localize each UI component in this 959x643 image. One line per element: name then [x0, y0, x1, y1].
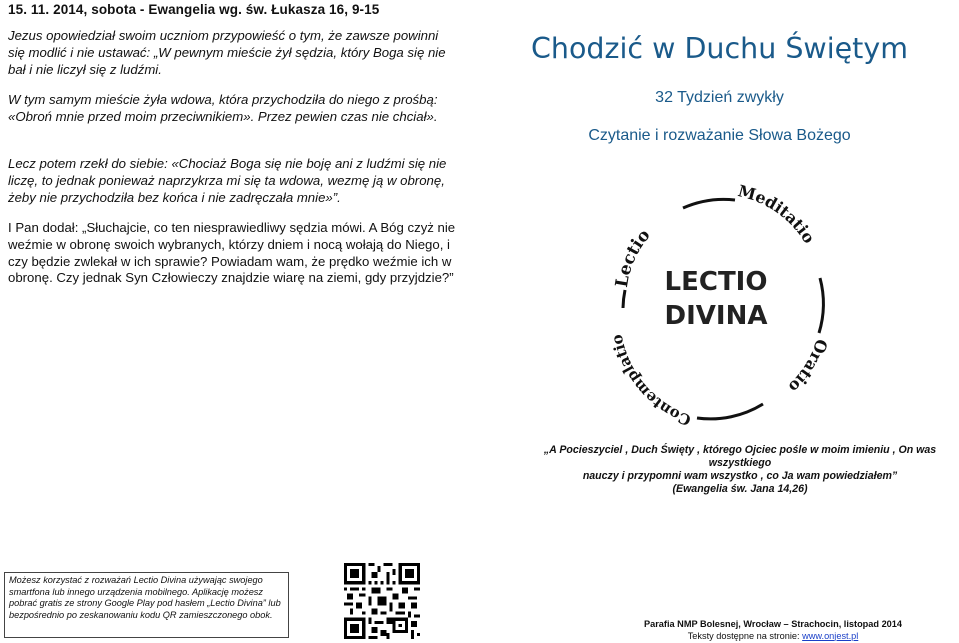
reading-header: 15. 11. 2014, sobota - Ewangelia wg. św. Łukasza 16, 9-15 [8, 2, 380, 17]
week-subtitle: 32 Tydzień zwykły [655, 89, 784, 106]
paragraph-1: Jezus opowiedział swoim uczniom przypowieść o tym, że zawsze powinni się modlić i nie ustawać: „W pewnym mieście żył sędzia, który Boga się nie bał i nie liczył się z ludźmi. [8, 28, 446, 77]
info-line-1: Możesz korzystać z rozważań Lectio Divina używając swojego [9, 575, 263, 585]
logo-circle-arc [697, 404, 763, 419]
svg-text:Lectio [612, 226, 654, 289]
info-line-3: pobrać gratis ze strony Google Play pod hasłem „Lectio Divina” lub [9, 598, 281, 609]
logo-word-meditatio: Meditatio [735, 181, 819, 247]
logo-center-line1: LECTIO [664, 267, 768, 297]
info-line-2: smartfona lub innego urządzenia mobilnego. Aplikację możesz [9, 586, 263, 597]
quote-line-2: nauczy i przypomni wam wszystko , co Ja wam powiedziałem” [582, 470, 898, 482]
logo-circle-arc [819, 278, 823, 333]
logo-word-contemplatio: Contemplatio [607, 332, 694, 428]
logo-center-line2: DIVINA [664, 301, 768, 331]
paragraph-3: Lecz potem rzekł do siebie: «Chociaż Boga się nie boję ani z ludźmi się nie liczę, to jednak ponieważ naprzykrza mi się ta wdowa, wezmę ją w obronę, żeby nie przychodziła bez końca i nie zadręczała mnie»”. [8, 156, 447, 205]
gospel-quote [520, 444, 959, 496]
texts-label: Teksty dostępne na stronie: [687, 630, 800, 641]
paragraph-2: W tym samym mieście żyła wdowa, która przychodziła do niego z prośbą: «Obroń mnie przed moim przeciwnikiem». Przez pewien czas nie chciał». [8, 92, 438, 124]
page-title: Chodzić w Duchu Świętym [531, 32, 908, 65]
svg-text:Meditatio [736, 181, 819, 247]
logo-word-lectio: Lectio [612, 225, 655, 289]
parish-name: Parafia NMP Bolesnej, Wrocław – Strachocin, listopad 2014 [643, 619, 903, 629]
left-column [8, 0, 458, 286]
logo-word-oratio: Oratio [784, 336, 832, 397]
paragraph-4: I Pan dodał: „Słuchajcie, co ten niesprawiedliwy sędzia mówi. A Bóg czyż nie weźmie w obronę swoich wybranych, którzy dniem i nocą wołają do Niego, i czy będzie zwlekał w ich sprawie? Powiadam wam, że prędko weźmie ich w obronę. Czy jednak Syn Człowieczy znajdzie wiarę na ziemi, gdy przyjdzie?” [8, 220, 456, 286]
reading-subtitle: Czytanie i rozważanie Słowa Bożego [588, 127, 851, 144]
logo-circle-arc [683, 199, 735, 208]
quote-citation: (Ewangelia św. Jana 14,26) [672, 483, 808, 495]
app-info-box [4, 572, 289, 638]
texts-available [618, 631, 928, 643]
info-line-4: bezpośrednio po zeskanowaniu kodu QR zamieszczonego obok. [9, 609, 273, 620]
quote-line-1: „A Pocieszyciel , Duch Święty , którego Ojciec pośle w moim imieniu , On was wszystkiego [543, 444, 937, 469]
svg-text:Contemplatio [608, 333, 694, 428]
lectio-divina-logo [587, 178, 845, 428]
qr-code-icon[interactable] [344, 563, 420, 639]
svg-text:Oratio [784, 337, 831, 397]
footer [618, 619, 928, 642]
logo-circle-arc [623, 290, 625, 308]
website-link[interactable]: www.onjest.pl [802, 630, 859, 641]
